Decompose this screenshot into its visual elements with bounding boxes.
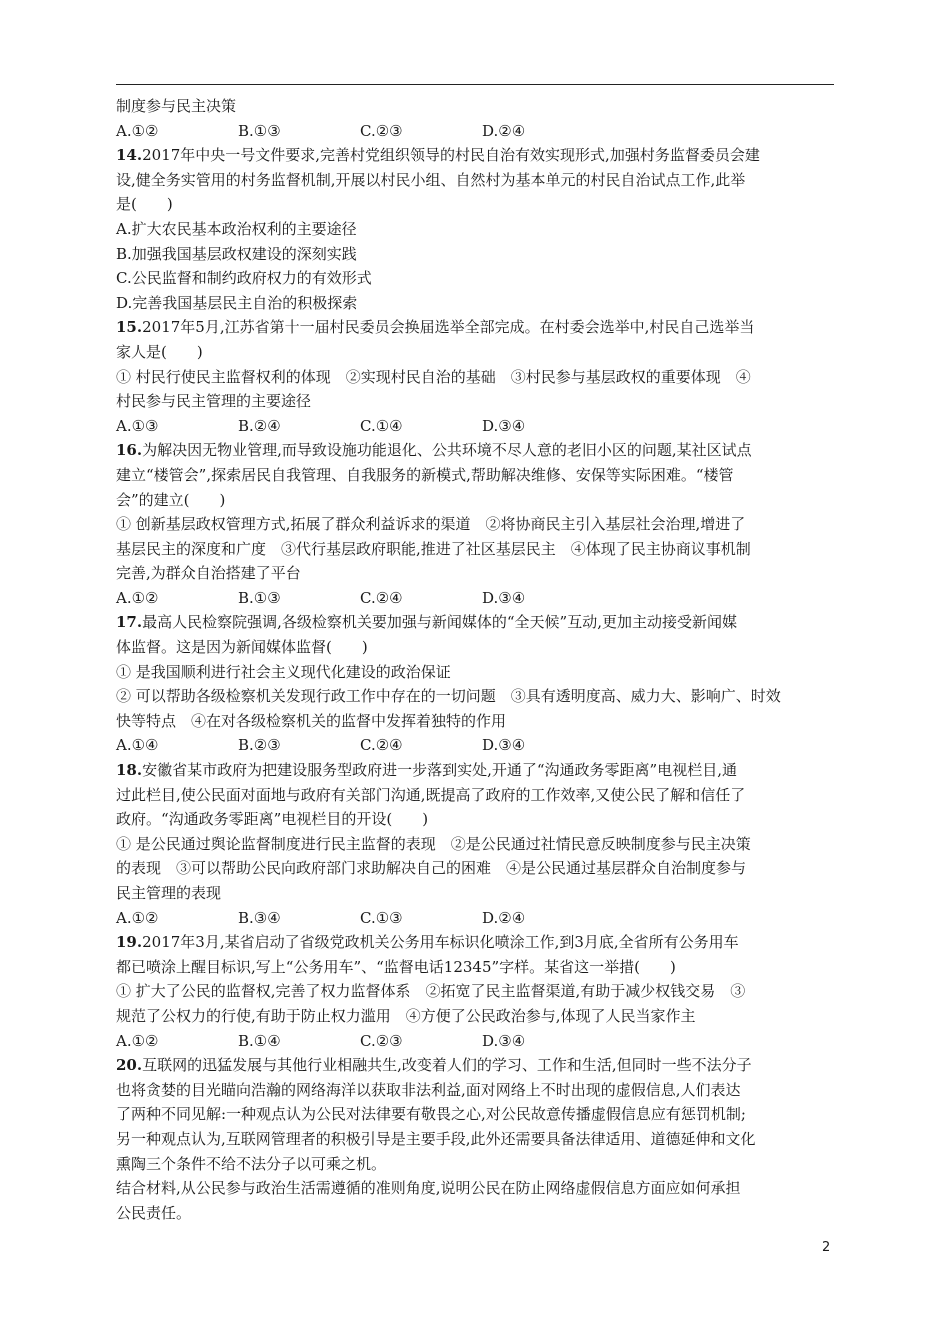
statement-line: 快等特点 ④在对各级检察机关的监督中发挥着独特的作用 (116, 711, 507, 730)
question-19-line: 19.2017年3月,某省启动了省级党政机关公务用车标识化喷涂工作,到3月底,全省所有公务用车 (116, 933, 739, 952)
options-row (116, 733, 836, 758)
question-number: 14. (116, 146, 143, 165)
question-20-prompt: 公民责任。 (116, 1203, 192, 1222)
statement-line: 的表现 ③可以帮助公民向政府部门求助解决自己的困难 ④是公民通过基层群众自治制度参与 (116, 859, 747, 878)
option-a: A.①② (116, 1031, 159, 1050)
statement-line: ① 扩大了公民的监督权,完善了权力监督体系 ②拓宽了民主监督渠道,有助于减少权钱交易 ③ (116, 982, 746, 1001)
option-b: B.③④ (238, 908, 281, 927)
option-a: A.①② (116, 588, 159, 607)
question-14-line: 是( ) (116, 195, 173, 214)
question-20-line: 另一种观点认为,互联网管理者的积极引导是主要手段,此外还需要具备法律适用、道德延伸和文化 (116, 1129, 756, 1148)
option-c: C.②③ (360, 121, 403, 140)
options-row (116, 586, 836, 611)
question-20-line: 了两种不同见解:一种观点认为公民对法律要有敬畏之心,对公民故意传播虚假信息应有惩罚机制; (116, 1105, 746, 1124)
question-20-prompt: 结合材料,从公民参与政治生活需遵循的准则角度,说明公民在防止网络虚假信息方面应如何承担 (116, 1179, 741, 1198)
header-rule (116, 84, 834, 85)
option-c: C.②④ (360, 736, 403, 755)
option-c: C.①③ (360, 908, 403, 927)
option-a: A.①③ (116, 416, 159, 435)
question-20-line: 也将贪婪的目光瞄向浩瀚的网络海洋以获取非法利益,面对网络上不时出现的虚假信息,人们表达 (116, 1080, 741, 1099)
statement-line: 完善,为群众自治搭建了平台 (116, 564, 301, 583)
question-19-line: 都已喷涂上醒目标识,写上“公务用车”、“监督电话12345”字样。某省这一举措( ) (116, 957, 676, 976)
choice-b: B.加强我国基层政权建设的深刻实践 (116, 244, 357, 263)
statement-line: ① 村民行使民主监督权利的体现 ②实现村民自治的基础 ③村民参与基层政权的重要体现 ④ (116, 367, 751, 386)
statement-line: ① 是我国顺利进行社会主义现代化建设的政治保证 (116, 662, 451, 681)
question-14-line: 设,健全务实管用的村务监督机制,开展以村民小组、自然村为基本单元的村民自治试点工作,此举 (116, 170, 746, 189)
question-18-line: 政府。“沟通政务零距离”电视栏目的开设( ) (116, 810, 429, 829)
continuation-line: 制度参与民主决策 (116, 97, 237, 115)
option-b: B.①③ (238, 121, 281, 140)
question-number: 17. (116, 613, 143, 632)
page-number: 2 (822, 1240, 831, 1255)
options-row (116, 414, 836, 439)
option-d: D.③④ (482, 736, 526, 755)
option-a: A.①④ (116, 736, 159, 755)
question-16-line: 会”的建立( ) (116, 490, 226, 509)
option-c: C.②③ (360, 1031, 403, 1050)
statement-line: ① 创新基层政权管理方式,拓展了群众利益诉求的渠道 ②将协商民主引入基层社会治理,增进了 (116, 515, 746, 534)
statement-line: 村民参与民主管理的主要途径 (116, 392, 312, 411)
choice-a: A.扩大农民基本政治权利的主要途径 (116, 219, 357, 238)
option-d: D.③④ (482, 416, 526, 435)
question-18-line: 过此栏目,使公民面对面地与政府有关部门沟通,既提高了政府的工作效率,又使公民了解和信任了 (116, 785, 746, 804)
options-row (116, 906, 836, 931)
question-number: 15. (116, 318, 143, 337)
option-d: D.③④ (482, 1031, 526, 1050)
page-content (116, 94, 836, 1225)
option-b: B.②④ (238, 416, 281, 435)
choice-c: C.公民监督和制约政府权力的有效形式 (116, 269, 372, 288)
options-row (116, 1029, 836, 1054)
question-20-line: 20.互联网的迅猛发展与其他行业相融共生,改变着人们的学习、工作和生活,但同时一些不法分子 (116, 1056, 752, 1075)
option-d: D.②④ (482, 121, 526, 140)
statement-line: ① 是公民通过舆论监督制度进行民主监督的表现 ②是公民通过社情民意反映制度参与民主决策 (116, 834, 751, 853)
statement-line: 基层民主的深度和广度 ③代行基层政府职能,推进了社区基层民主 ④体现了民主协商议事机制 (116, 539, 751, 558)
question-number: 16. (116, 441, 143, 460)
option-c: C.①④ (360, 416, 403, 435)
question-number: 18. (116, 761, 143, 780)
option-b: B.②③ (238, 736, 281, 755)
question-18-line: 18.安徽省某市政府为把建设服务型政府进一步落到实处,开通了“沟通政务零距离”电视栏目,通 (116, 761, 737, 780)
question-20-line: 熏陶三个条件不给不法分子以可乘之机。 (116, 1154, 387, 1173)
question-16-line: 建立“楼管会”,探索居民自我管理、自我服务的新模式,帮助解决维修、安保等实际困难。“楼管 (116, 465, 734, 484)
question-15-line: 15.2017年5月,江苏省第十一届村民委员会换届选举全部完成。在村委会选举中,村民自己选举当 (116, 318, 755, 337)
question-number: 20. (116, 1056, 143, 1075)
option-d: D.③④ (482, 588, 526, 607)
question-14-line: 14.2017年中央一号文件要求,完善村党组织领导的村民自治有效实现形式,加强村务监督委员会建 (116, 146, 760, 165)
question-17-line: 17.最高人民检察院强调,各级检察机关要加强与新闻媒体的“全天候”互动,更加主动接受新闻媒 (116, 613, 737, 632)
option-a: A.①② (116, 908, 159, 927)
options-row (116, 119, 836, 144)
question-16-line: 16.为解决因无物业管理,而导致设施功能退化、公共环境不尽人意的老旧小区的问题,某社区试点 (116, 441, 752, 460)
statement-line: 民主管理的表现 (116, 884, 222, 902)
statement-line: ② 可以帮助各级检察机关发现行政工作中存在的一切问题 ③具有透明度高、威力大、影响广、时效 (116, 687, 781, 706)
option-a: A.①② (116, 121, 159, 140)
choice-d: D.完善我国基层民主自治的积极探索 (116, 293, 358, 312)
option-b: B.①④ (238, 1031, 281, 1050)
question-17-line: 体监督。这是因为新闻媒体监督( ) (116, 638, 368, 657)
option-d: D.②④ (482, 908, 526, 927)
question-15-line: 家人是( ) (116, 342, 203, 361)
statement-line: 规范了公权力的行使,有助于防止权力滥用 ④方便了公民政治参与,体现了人民当家作主 (116, 1006, 696, 1025)
question-number: 19. (116, 933, 143, 952)
option-c: C.②④ (360, 588, 403, 607)
option-b: B.①③ (238, 588, 281, 607)
